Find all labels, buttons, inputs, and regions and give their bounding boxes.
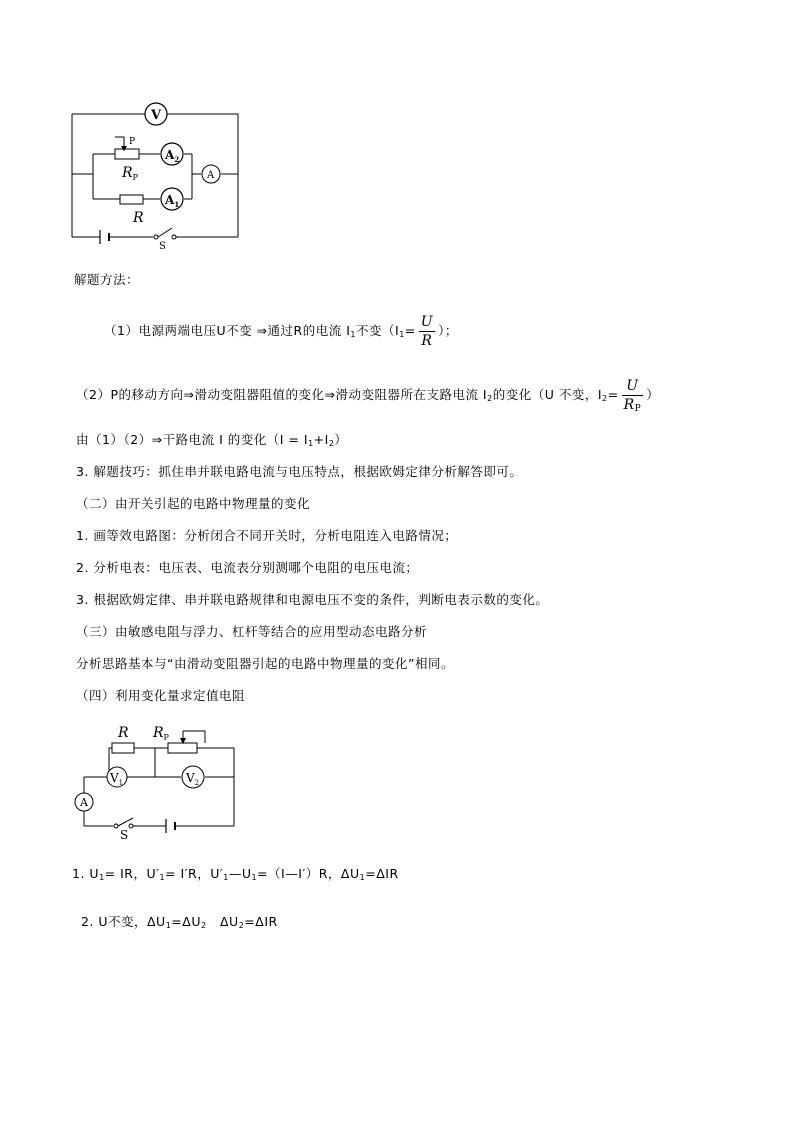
switch-label: S: [159, 241, 166, 252]
fraction-u-over-rp: $\frac{U}{R_P}$: [623, 378, 642, 414]
method-heading: 解题方法：: [74, 272, 140, 287]
r-label-2: R: [118, 725, 129, 741]
slider-p-label: P: [129, 137, 136, 147]
svg-text:V: V: [151, 108, 162, 123]
resistor-r: [120, 195, 143, 204]
rp-label-2: $R_P$: [153, 725, 169, 742]
section-2-heading: （二）由开关引起的电路中物理量的变化: [76, 496, 311, 511]
svg-text:A: A: [207, 170, 215, 181]
section-3-text: 分析思路基本与“由滑动变阻器引起的电路中物理量的变化”相同。: [76, 656, 454, 671]
section-2-item-1: 1. 画等效电路图：分析闭合不同开关时，分析电阻连入电路情况；: [76, 528, 458, 543]
section-3-heading: （三）由敏感电阻与浮力、杠杆等结合的应用型动态电路分析: [76, 624, 428, 639]
switch-label-2: S: [120, 828, 129, 842]
tip-3: 3. 解题技巧：抓住串并联电路电流与电压特点，根据欧姆定律分析解答即可。: [76, 464, 523, 479]
section-2-item-3: 3. 根据欧姆定律、串并联电路规律和电源电压不变的条件，判断电表示数的变化。: [76, 592, 549, 607]
formula-2: 2. U不变，$\Delta U_1=\Delta U_2$ $\Delta U_2=\Delta IR$: [80, 914, 278, 930]
formula-1: 1. $U_1=$ IR，$U'_1= I'R$，$U'_1—U_1=(I—I')R$，$\Delta U_1=\Delta IR$: [72, 866, 399, 882]
svg-text:A1: $A_1$: [165, 193, 180, 209]
step-2: （2）P的移动方向⇒滑动变阻器阻值的变化⇒滑动变阻器所在支路电流 $I_2$的变化（U 不变，$I_2=$ $\frac{U}{R_P}$ ）: [76, 378, 660, 414]
fraction-u-over-r: $\frac{U}{R}$: [420, 314, 434, 349]
step-1: （1）电源两端电压U不变 ⇒通过R的电流 $I_1$不变（$I_1=$ $\frac{U}{R}$ ）；: [104, 314, 458, 349]
svg-text:A2: $A_2$: [165, 148, 180, 164]
r-label: R: [133, 210, 144, 226]
svg-text:V1: $V_1$: [110, 771, 124, 787]
section-2-item-2: 2. 分析电表：电压表、电流表分别测哪个电阻的电压电流；: [76, 560, 419, 575]
section-4-heading: （四）利用变化量求定值电阻: [76, 688, 246, 703]
rheostat-rp: [115, 149, 139, 159]
rheostat-rp-2: [168, 743, 197, 753]
rp-label: $R_P$: [122, 165, 138, 182]
svg-text:V2: $V_2$: [186, 771, 200, 787]
resistor-r-2: [112, 743, 134, 753]
svg-text:A: A: [80, 796, 88, 809]
circuit-diagram-1: [0, 0, 794, 260]
step-3: 由（1）（2）⇒干路电流 I 的变化$(I = I_1+I_2)$: [76, 432, 348, 448]
circuit-diagram-2: [0, 718, 794, 848]
